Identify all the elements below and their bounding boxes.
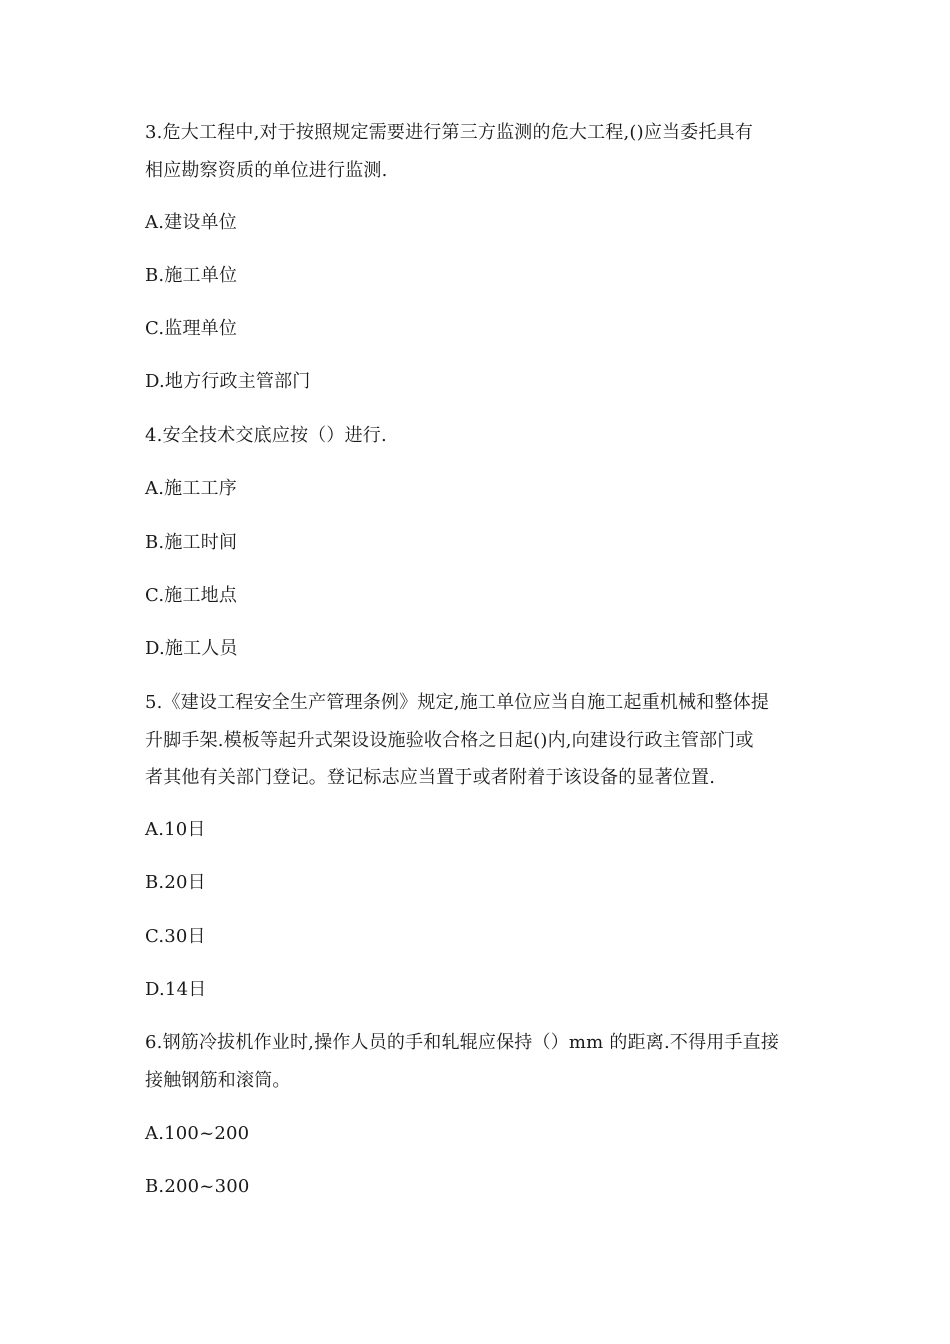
question-4-option-a: A.施工工序 — [145, 478, 237, 499]
question-6-option-b: B.200~300 — [145, 1176, 250, 1197]
question-5-stem-line-2: 升脚手架.模板等起升式架设设施验收合格之日起()内,向建设行政主管部门或 — [145, 730, 754, 751]
question-3-option-c: C.监理单位 — [145, 318, 238, 339]
question-4-stem-line-1: 4.安全技术交底应按（）进行. — [145, 425, 387, 446]
question-4-option-b: B.施工时间 — [145, 532, 238, 553]
question-4-option-d: D.施工人员 — [145, 638, 238, 659]
question-6-option-a: A.100~200 — [145, 1123, 250, 1144]
question-6-stem-line-1: 6.钢筋冷拔机作业时,操作人员的手和轧辊应保持（）mm 的距离.不得用手直接 — [145, 1032, 780, 1053]
question-5-option-a: A.10日 — [145, 819, 206, 840]
question-5-option-d: D.14日 — [145, 979, 207, 1000]
question-5-option-b: B.20日 — [145, 872, 206, 893]
question-5-option-c: C.30日 — [145, 926, 206, 947]
question-3-option-a: A.建设单位 — [145, 212, 237, 233]
question-3-option-d: D.地方行政主管部门 — [145, 371, 311, 392]
question-5-stem-line-1: 5.《建设工程安全生产管理条例》规定,施工单位应当自施工起重机械和整体提 — [145, 692, 770, 713]
question-5-stem-line-3: 者其他有关部门登记。登记标志应当置于或者附着于该设备的显著位置. — [145, 767, 716, 788]
question-6-stem-line-2: 接触钢筋和滚筒。 — [145, 1070, 291, 1091]
question-3-option-b: B.施工单位 — [145, 265, 238, 286]
question-4-option-c: C.施工地点 — [145, 585, 238, 606]
question-3-stem-line-2: 相应勘察资质的单位进行监测. — [145, 160, 388, 181]
question-3-stem-line-1: 3.危大工程中,对于按照规定需要进行第三方监测的危大工程,()应当委托具有 — [145, 122, 754, 143]
